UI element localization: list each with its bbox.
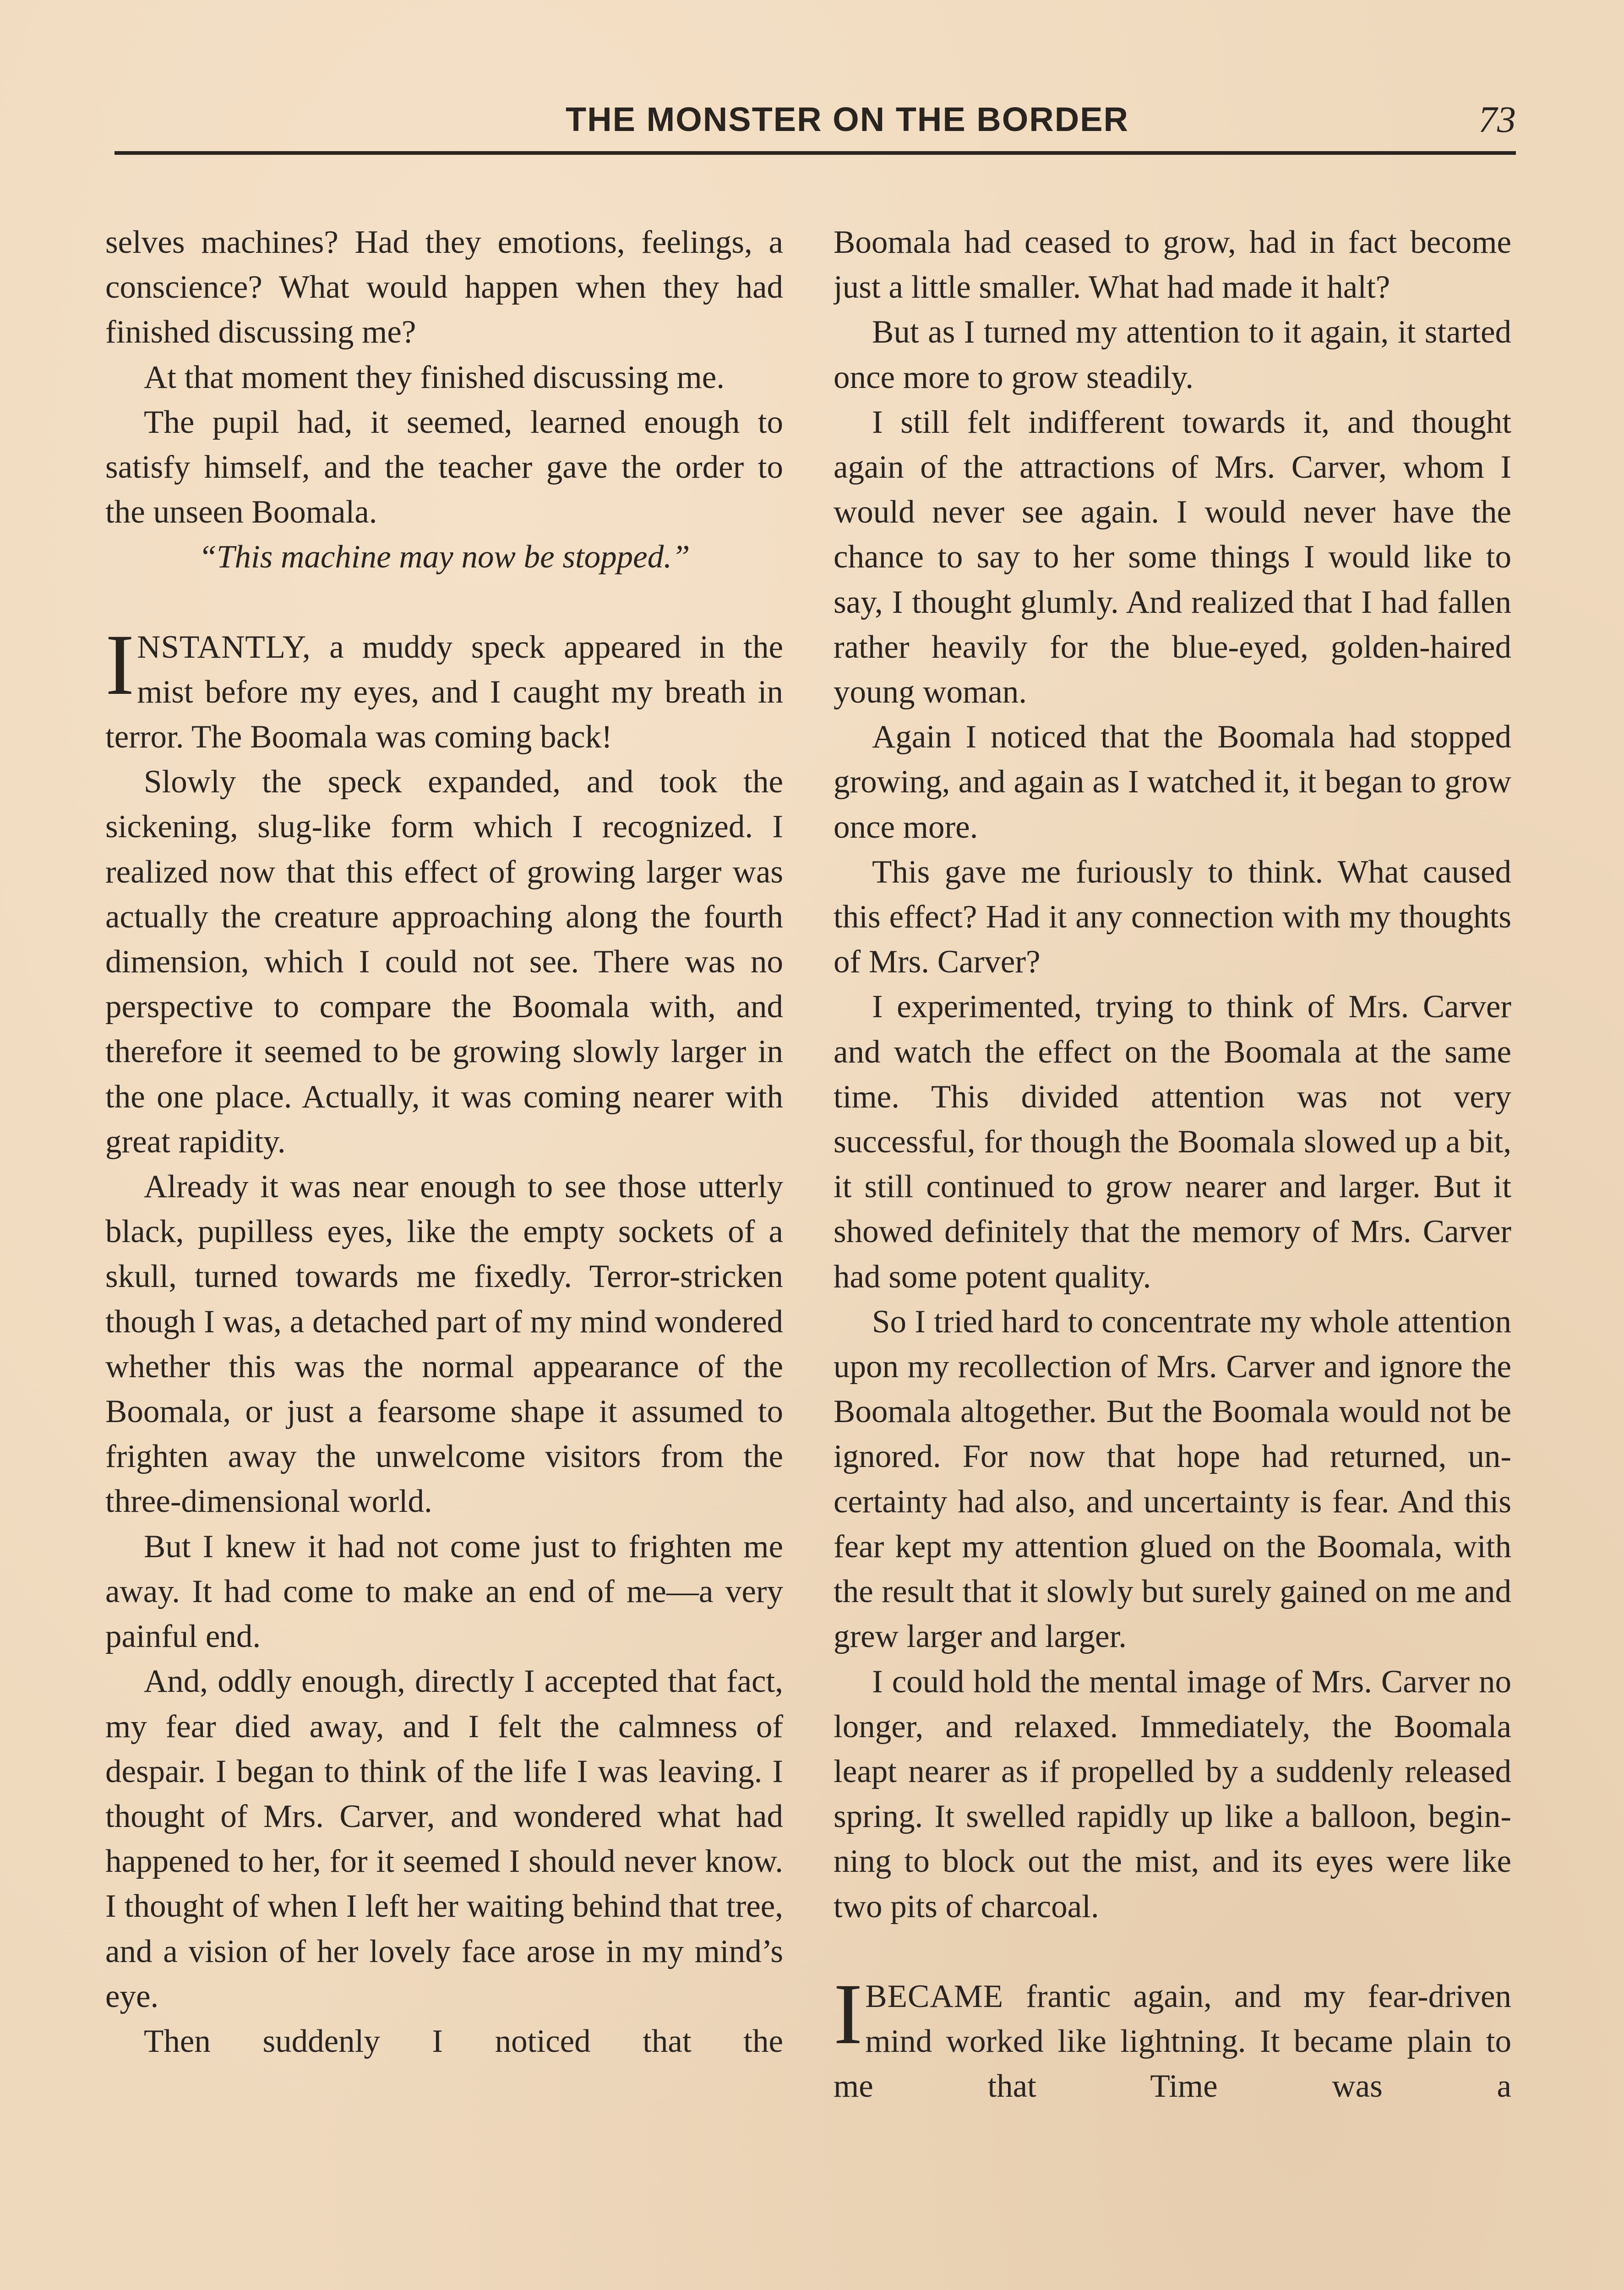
header-rule bbox=[114, 151, 1516, 155]
page-number: 73 bbox=[1478, 98, 1516, 140]
paragraph: Again I noticed that the Boomala had stopped growing, and again as I watched it, it began to grow once more. bbox=[834, 719, 1511, 845]
drop-cap: I bbox=[105, 616, 135, 713]
paragraph: Already it was near enough to see those utterly black, pupilless eyes, like the empty sockets of a skull, turned towards me fixedly. Terror-stricken though I was, a detached part of my mind wondered whether this was the normal appearance of the Boomala, or just a fearsome shape it assumed to frighten away the unwelcome visitors from the three-dimensional world. bbox=[105, 1169, 783, 1520]
drop-cap: I bbox=[834, 1966, 863, 2062]
small-caps-word: NSTANTLY, bbox=[137, 629, 311, 665]
running-title: THE MONSTER ON THE BORDER bbox=[566, 100, 1129, 138]
quoted-line: “This machine may now be stopped.” bbox=[198, 539, 690, 575]
paragraph: But as I turned my attention to it again, it started once more to grow steadily. bbox=[834, 314, 1511, 395]
paragraph: Slowly the speck expanded, and took the sickening, slug-like form which I recognized. I realized now that this effect of growing larger was actually the creature approaching along the fourth dimension, which I could not see. There was no perspective to compare the Boomala with, and therefore it seemed to be growing slowly larger in the one place. Actually, it was coming nearer with great rapidity. bbox=[105, 764, 783, 1160]
section-opening-paragraph bbox=[105, 616, 783, 760]
paragraph: And, oddly enough, directly I accepted that fact, my fear died away, and I felt the calmness of despair. I began to think of the life I was leaving. I thought of Mrs. Carver, and wondered what had happened to her, for it seemed I should never know. I thought of when I left her waiting behind that tree, and a vision of her lovely face arose in my mind’s eye. bbox=[105, 1663, 783, 2014]
paragraph: Boomala had ceased to grow, had in fact become just a little smaller. What had made it halt? bbox=[834, 224, 1511, 305]
small-caps-word: BECAME bbox=[865, 1978, 1004, 2014]
paragraph: The pupil had, it seemed, learned enough to satisfy himself, and the teacher gave the order to the unseen Boomala. bbox=[105, 404, 783, 530]
right-column bbox=[834, 220, 1511, 2290]
paragraph-text: frantic again, and my fear-driven mind worked like lightning. It became plain to me that Time was a bbox=[834, 1978, 1511, 2105]
left-column bbox=[105, 220, 783, 2290]
paragraph: I still felt indifferent towards it, and thought again of the attractions of Mrs. Carver, whom I would never see again. I would never have the chance to say to her some things I would like to say, I thought glumly. And realized that I had fallen rather heavily for the blue-eyed, golden-haired young woman. bbox=[834, 404, 1511, 710]
paragraph: So I tried hard to concentrate my whole attention upon my recollection of Mrs. Carver and ignore the Boomala altogether. But the Boomala would not be ignored. For now that hope had returned, uncertainty had also, and uncertainty is fear. And this fear kept my attention glued on the Boomala, with the result that it slowly but surely gained on me and grew larger and larger. bbox=[834, 1303, 1511, 1655]
paragraph: I could hold the mental image of Mrs. Carver no longer, and relaxed. Immediately, the Boomala leapt nearer as if propelled by a suddenly released spring. It swelled rapidly up like a balloon, beginning to block out the mist, and its eyes were like two pits of charcoal. bbox=[834, 1663, 1511, 1925]
paragraph: Then suddenly I noticed that the bbox=[144, 2023, 783, 2059]
running-header bbox=[114, 100, 1516, 155]
paragraph: At that moment they finished discussing me. bbox=[144, 359, 725, 395]
paragraph: I experimented, trying to think of Mrs. Carver and watch the effect on the Boomala at the same time. This divided attention was not very successful, for though the Boomala slowed up a bit, it still continued to grow nearer and larger. But it showed definitely that the memory of Mrs. Carver had some potent quality. bbox=[834, 989, 1511, 1295]
paragraph-text: a muddy speck appeared in the mist before my eyes, and I caught my breath in terror. The Boomala was coming back! bbox=[105, 629, 783, 755]
section-opening-paragraph bbox=[834, 1966, 1511, 2109]
paragraph: selves machines? Had they emotions, feelings, a conscience? What would happen when they had finished discussing me? bbox=[105, 224, 783, 350]
paragraph: This gave me furiously to think. What caused this effect? Had it any connection with my thoughts of Mrs. Carver? bbox=[834, 854, 1511, 980]
paragraph: But I knew it had not come just to frighten me away. It had come to make an end of me—a very painful end. bbox=[105, 1528, 783, 1655]
